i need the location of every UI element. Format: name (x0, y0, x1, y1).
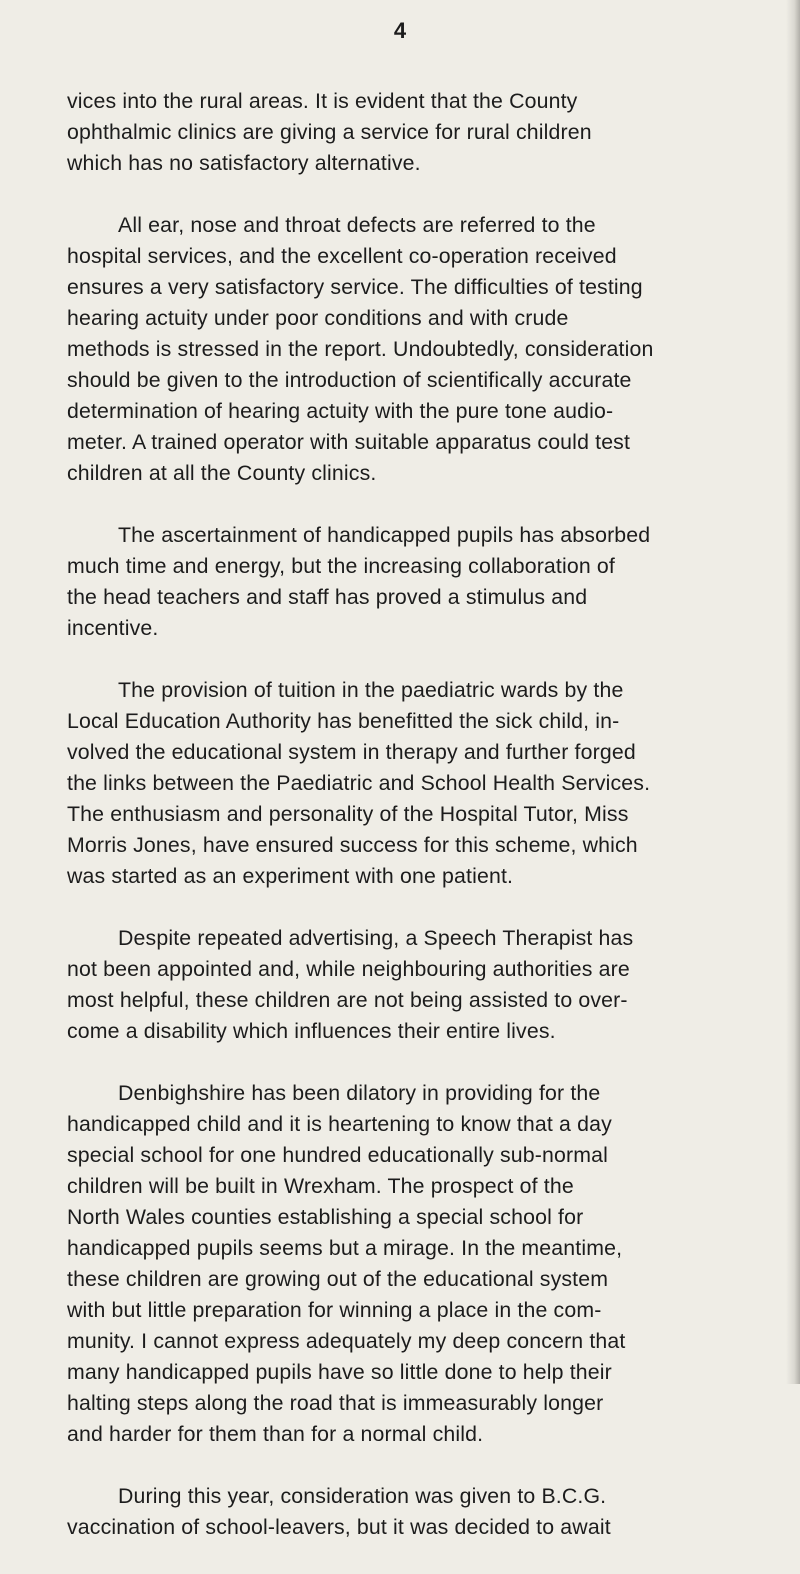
text-line: vices into the rural areas. It is evident that the County (67, 89, 578, 113)
text-line: Local Education Authority has benefitted the sick child, in- (67, 709, 620, 733)
text-line: halting steps along the road that is immeasurably longer (67, 1391, 604, 1415)
text-line: much time and energy, but the increasing collaboration of (67, 554, 615, 578)
text-line: vaccination of school-leavers, but it was decided to await (67, 1515, 611, 1539)
paragraph-denbighshire (67, 1078, 787, 1450)
text-line: The ascertainment of handicapped pupils has absorbed (118, 523, 651, 547)
text-line: ensures a very satisfactory service. The difficulties of testing (67, 275, 643, 299)
text-line: methods is stressed in the report. Undoubtedly, consideration (67, 337, 654, 361)
text-line: children will be built in Wrexham. The prospect of the (67, 1174, 574, 1198)
text-line: the links between the Paediatric and School Health Services. (67, 771, 651, 795)
text-line: hospital services, and the excellent co-operation received (67, 244, 617, 268)
text-line: The provision of tuition in the paediatric wards by the (118, 678, 624, 702)
text-line: the head teachers and staff has proved a stimulus and (67, 585, 588, 609)
text-line: handicapped pupils seems but a mirage. In the meantime, (67, 1236, 623, 1260)
paragraph-speech-therapist (67, 923, 787, 1047)
text-line: volved the educational system in therapy and further forged (67, 740, 636, 764)
text-line: Despite repeated advertising, a Speech Therapist has (118, 926, 634, 950)
text-line: come a disability which influences their entire lives. (67, 1019, 556, 1043)
text-line: many handicapped pupils have so little done to help their (67, 1360, 612, 1384)
text-line: Denbighshire has been dilatory in providing for the (118, 1081, 601, 1105)
paragraph-ascertainment (67, 520, 787, 644)
text-line: munity. I cannot express adequately my deep concern that (67, 1329, 626, 1353)
text-line: hearing actuity under poor conditions and with crude (67, 306, 569, 330)
text-line: children at all the County clinics. (67, 461, 377, 485)
page-number: 4 (393, 18, 407, 43)
text-line: with but little preparation for winning a place in the com- (67, 1298, 602, 1322)
text-line: North Wales counties establishing a special school for (67, 1205, 584, 1229)
text-line: not been appointed and, while neighbouring authorities are (67, 957, 630, 981)
text-line: which has no satisfactory alternative. (67, 151, 421, 175)
text-line: The enthusiasm and personality of the Hospital Tutor, Miss (67, 802, 629, 826)
text-line: handicapped child and it is heartening to know that a day (67, 1112, 612, 1136)
text-line: meter. A trained operator with suitable apparatus could test (67, 430, 631, 454)
text-line: incentive. (67, 616, 159, 640)
paragraph-rural-clinics (67, 86, 787, 179)
text-line: and harder for them than for a normal child. (67, 1422, 484, 1446)
text-line: was started as an experiment with one patient. (67, 864, 514, 888)
page-edge-shadow (786, 0, 800, 1384)
body-text (67, 86, 787, 1574)
paragraph-paediatric-tuition (67, 675, 787, 892)
text-line: special school for one hundred educationally sub-normal (67, 1143, 608, 1167)
text-line: During this year, consideration was given to B.C.G. (118, 1484, 607, 1508)
text-line: ophthalmic clinics are giving a service for rural children (67, 120, 592, 144)
text-line: determination of hearing actuity with the pure tone audio- (67, 399, 614, 423)
text-line: All ear, nose and throat defects are referred to the (118, 213, 596, 237)
text-line: should be given to the introduction of scientifically accurate (67, 368, 632, 392)
paragraph-bcg-vaccination (67, 1481, 787, 1543)
paragraph-ear-nose-throat (67, 210, 787, 489)
text-line: these children are growing out of the educational system (67, 1267, 609, 1291)
text-line: Morris Jones, have ensured success for this scheme, which (67, 833, 638, 857)
text-line: most helpful, these children are not being assisted to over- (67, 988, 628, 1012)
